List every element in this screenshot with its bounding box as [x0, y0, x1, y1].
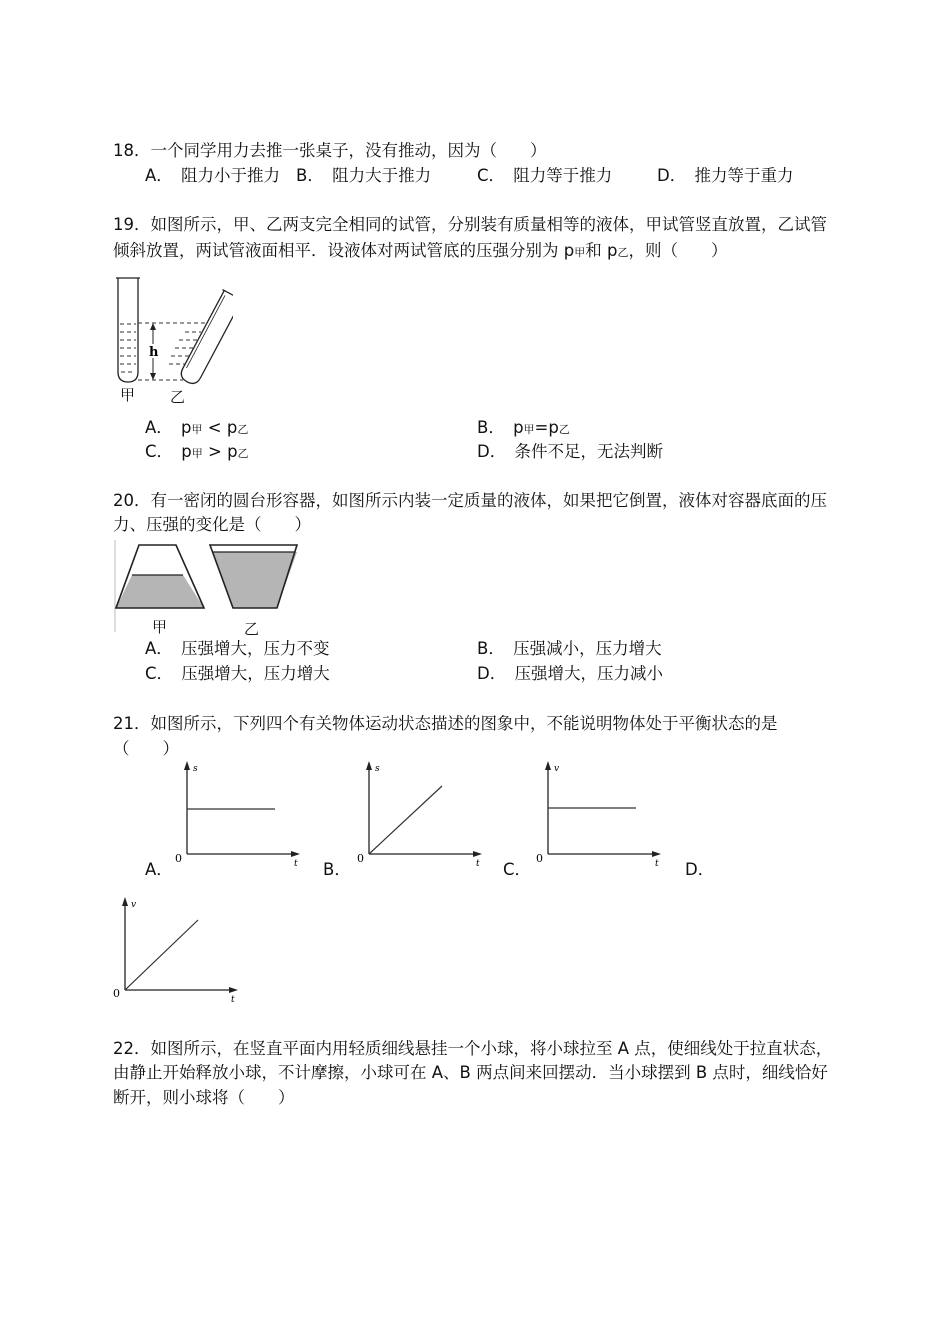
svg-text:t: t	[231, 995, 235, 1005]
q19-stem-line1: 19．如图所示，甲、乙两支完全相同的试管，分别装有质量相等的液体，甲试管竖直放置，乙试管	[113, 215, 827, 234]
q18-option-c: C． 阻力等于推力	[477, 166, 613, 185]
svg-text:0: 0	[113, 987, 120, 1000]
tube-yi-label: 乙	[170, 388, 186, 406]
graph-c	[531, 758, 671, 868]
q18-option-b: B． 阻力大于推力	[296, 166, 432, 185]
svg-text:s: s	[193, 764, 198, 774]
q20-option-b: B． 压强减小，压力增大	[477, 639, 662, 658]
graph-a	[170, 758, 310, 868]
svg-text:t: t	[655, 859, 659, 868]
svg-text:0: 0	[536, 852, 543, 865]
q20-option-a: A． 压强增大，压力不变	[145, 639, 330, 658]
frustum-containers-figure	[113, 540, 303, 636]
q21-label-d: D．	[685, 860, 715, 879]
q22-line2: 由静止开始释放小球，不计摩擦，小球可在 A、B 两点间来回摆动．当小球摆到 B 点时，细线恰好	[113, 1063, 828, 1082]
svg-text:v: v	[131, 900, 137, 910]
svg-text:t: t	[294, 859, 298, 868]
q21-stem-line2: （ ）	[113, 739, 179, 758]
q20-option-c: C． 压强增大，压力增大	[145, 664, 330, 683]
container-yi-label: 乙	[244, 620, 260, 638]
graph-b	[352, 758, 492, 868]
q21-stem-line1: 21．如图所示，下列四个有关物体运动状态描述的图象中，不能说明物体处于平衡状态的是	[113, 714, 778, 733]
q19-option-b: B． p甲=p乙	[477, 418, 570, 437]
q20-stem-line2: 力、压强的变化是（ ）	[113, 515, 311, 534]
q19-option-d: D． 条件不足，无法判断	[477, 442, 663, 461]
q20-option-d: D． 压强增大，压力减小	[477, 664, 663, 683]
q22-line3: 断开，则小球将（ ）	[113, 1088, 295, 1107]
tube-jia-label: 甲	[120, 386, 136, 404]
q21-label-b: B．	[323, 860, 351, 879]
q18-stem: 18．一个同学用力去推一张桌子，没有推动，因为（ ）	[113, 141, 547, 160]
q21-label-a: A．	[145, 860, 173, 879]
q21-label-c: C．	[503, 860, 532, 879]
height-label: h	[149, 345, 159, 360]
svg-text:t: t	[476, 859, 480, 868]
svg-text:s: s	[375, 764, 380, 774]
graph-d	[108, 893, 248, 1005]
container-jia-label: 甲	[152, 618, 168, 636]
q18-option-d: D． 推力等于重力	[657, 166, 794, 185]
svg-text:0: 0	[175, 852, 182, 865]
q18-option-a: A． 阻力小于推力	[145, 166, 281, 185]
svg-text:v: v	[554, 764, 560, 774]
svg-text:0: 0	[357, 852, 364, 865]
q20-stem-line1: 20．有一密闭的圆台形容器，如图所示内装一定质量的液体，如果把它倒置，液体对容器底面的压	[113, 491, 827, 510]
q19-option-c: C． p甲 > p乙	[145, 442, 249, 461]
q19-option-a: A． p甲 < p乙	[145, 418, 249, 437]
q22-line1: 22．如图所示，在竖直平面内用轻质细线悬挂一个小球，将小球拉至 A 点，使细线处于拉直状态，	[113, 1039, 833, 1058]
q19-stem-line2: 倾斜放置，两试管液面相平．设液体对两试管底的压强分别为 p甲和 p乙，则（ ）	[113, 241, 728, 260]
